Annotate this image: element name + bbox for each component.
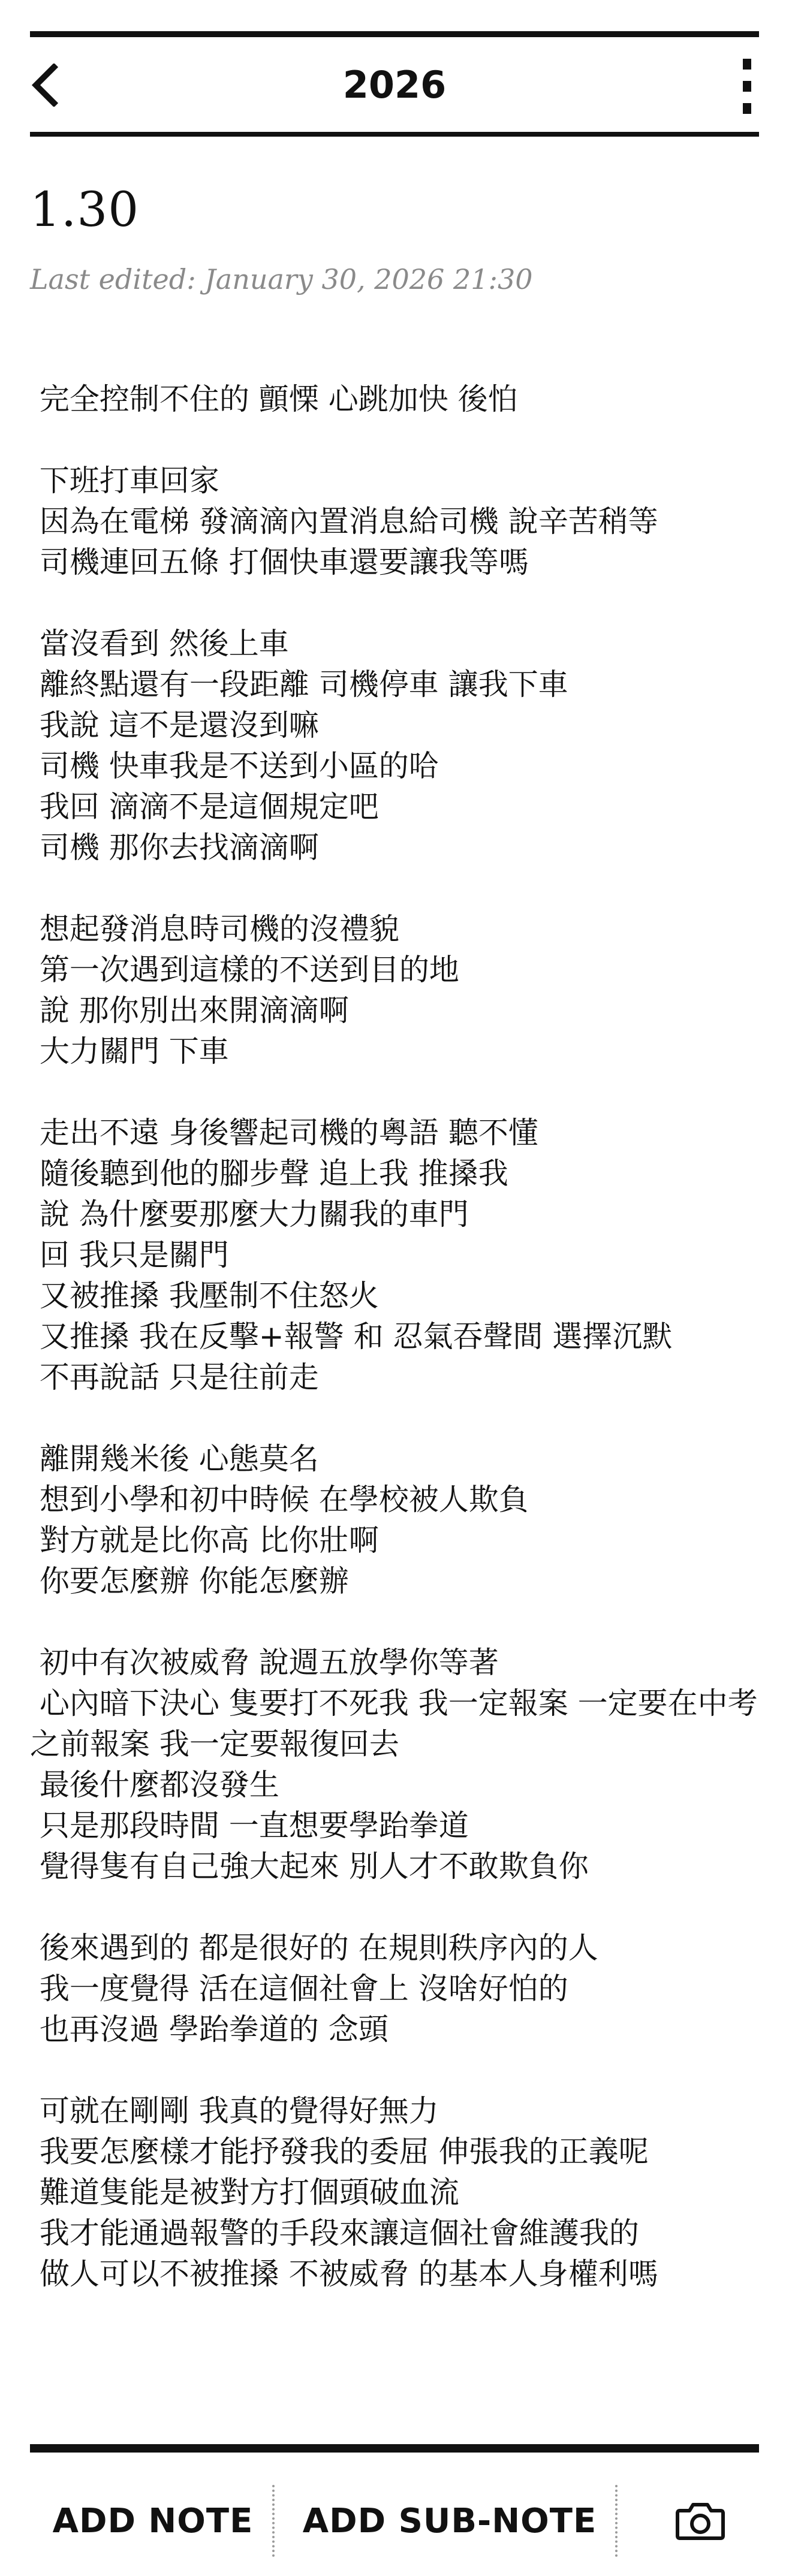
- camera-button[interactable]: [642, 2491, 759, 2551]
- kebab-menu-icon-dot: [743, 59, 751, 70]
- note-body-text[interactable]: 完全控制不住的 顫慄 心跳加快 後怕 下班打車回家 因為在電梯 發滴滴內置消息給司機 說辛苦稍等 司機連回五條 打個快車還要讓我等嗎 當沒看到 然後上車 離終點還有一段距離 司機停車 讓我下車 我說 這不是還沒到嘛 司機 快車我是不送到小區的哈 我回 滴滴不是這個規定吧 司機 那你去找滴滴啊 想起發消息時司機的沒禮貌 第一次遇到這樣的不送到目的地 說 那你別出來開滴滴啊 大力關門 下車 走出不遠 身後響起司機的粵語 聽不懂 隨後聽到他的腳步聲 追上我 推搡我 說 為什麼要那麼大力關我的車門 回 我只是關門 又被推搡 我壓制不住怒火 又推搡 我在反擊+報警 和 忍氣吞聲間 選擇沉默 不再說話 只是往前走 離開幾米後 心態莫名 想到小學和初中時候 在學校被人欺負 對方就是比你高 比你壯啊 你要怎麼辦 你能怎麼辦 初中有次被威脅 說週五放學你等著 心內暗下決心 隻要打不死我 我一定報案 一定要在中考之前報案 我一定要報復回去 最後什麼都沒發生 只是那段時間 一直想要學跆拳道 覺得隻有自己強大起來 別人才不敢欺負你 後來遇到的 都是很好的 在規則秩序內的人 我一度覺得 活在這個社會上 沒啥好怕的 也再沒過 學跆拳道的 念頭 可就在剛剛 我真的覺得好無力 我要怎麼樣才能抒發我的委屈 伸張我的正義呢 難道隻能是被對方打個頭破血流 我才能通過報警的手段來讓這個社會維護我的 做人可以不被推搡 不被威脅 的基本人身權利嗎: [30, 382, 758, 2291]
- header-top-divider: [30, 31, 759, 37]
- header-bottom-divider: [30, 132, 759, 137]
- add-note-button[interactable]: ADD NOTE: [52, 2501, 254, 2541]
- back-button[interactable]: [30, 56, 84, 114]
- overflow-menu-button[interactable]: [735, 59, 759, 114]
- add-sub-note-button[interactable]: ADD SUB-NOTE: [302, 2501, 597, 2541]
- toolbar-separator: [615, 2485, 618, 2557]
- chevron-left-icon: [30, 64, 59, 107]
- last-edited-timestamp: Last edited: January 30, 2026 21:30: [30, 263, 533, 295]
- kebab-menu-icon-dot: [743, 103, 751, 114]
- note-title[interactable]: 1.30: [30, 182, 140, 237]
- toolbar-separator: [272, 2485, 275, 2557]
- page-title: 2026: [342, 63, 447, 107]
- toolbar-top-divider: [30, 2444, 759, 2453]
- kebab-menu-icon-dot: [743, 81, 751, 92]
- bottom-toolbar: [30, 2444, 759, 2564]
- camera-icon: [675, 2500, 725, 2542]
- top-app-bar: [30, 31, 759, 139]
